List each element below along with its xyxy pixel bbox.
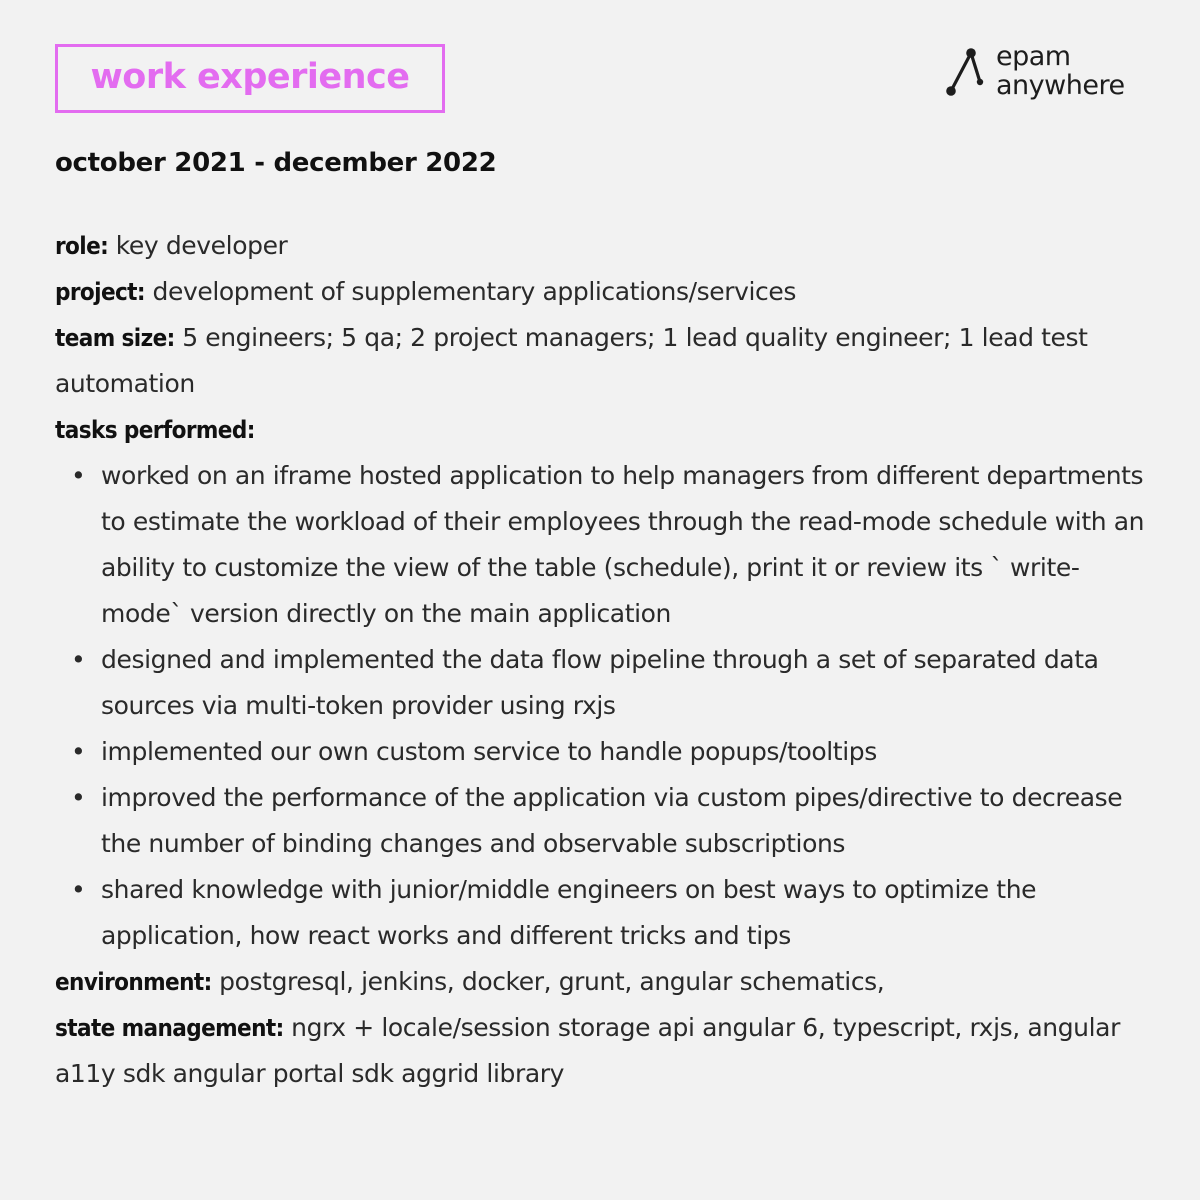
list-item: • shared knowledge with junior/middle engineers on best ways to optimize the application, how react works and different tricks and tips: [101, 867, 1155, 959]
logo-line-2: anywhere: [996, 70, 1125, 101]
section-title: work experience: [90, 56, 410, 97]
list-item: • designed and implemented the data flow pipeline through a set of separated data sources via multi-token provider using rxjs: [101, 637, 1155, 729]
project-value: development of supplementary applications/services: [144, 277, 796, 306]
team-size-label: team size:: [55, 324, 175, 352]
experience-details: [55, 223, 1155, 1097]
logo-wordmark: [996, 42, 1125, 100]
list-item: • improved the performance of the application via custom pipes/directive to decrease the number of binding changes and observable subscriptions: [101, 775, 1155, 867]
epam-anywhere-logo-icon: [944, 46, 984, 98]
environment-value: postgresql, jenkins, docker, grunt, angular schematics,: [211, 967, 885, 996]
state-management-value: ngrx + locale/session storage api angular 6, typescript, rxjs, angular a11y sdk angular portal sdk aggrid library: [55, 1013, 1120, 1088]
environment-line: [55, 959, 1155, 1005]
tasks-line: [55, 407, 1155, 453]
list-item: • worked on an iframe hosted application to help managers from different departments to estimate the workload of their employees through the read-mode schedule with an ability to customize the view of the table (schedule), print it or review its ` write-mode` version directly on the main application: [101, 453, 1155, 637]
environment-label: environment:: [55, 968, 212, 996]
state-management-label: state management:: [55, 1014, 284, 1042]
project-label: project:: [55, 278, 145, 306]
employment-period: october 2021 - december 2022: [55, 148, 497, 178]
list-item: • implemented our own custom service to handle popups/tooltips: [101, 729, 1155, 775]
tasks-label: tasks performed:: [55, 416, 255, 444]
state-management-line: [55, 1005, 1155, 1097]
epam-anywhere-logo: [944, 42, 1144, 106]
team-size-value: 5 engineers; 5 qa; 2 project managers; 1 lead quality engineer; 1 lead test automation: [55, 323, 1088, 398]
project-line: [55, 269, 1155, 315]
logo-line-1: epam: [996, 41, 1071, 72]
tasks-list: [55, 453, 1155, 959]
role-label: role:: [55, 232, 109, 260]
role-line: [55, 223, 1155, 269]
team-size-line: [55, 315, 1155, 407]
section-badge: [55, 44, 445, 113]
role-value: key developer: [108, 231, 288, 260]
